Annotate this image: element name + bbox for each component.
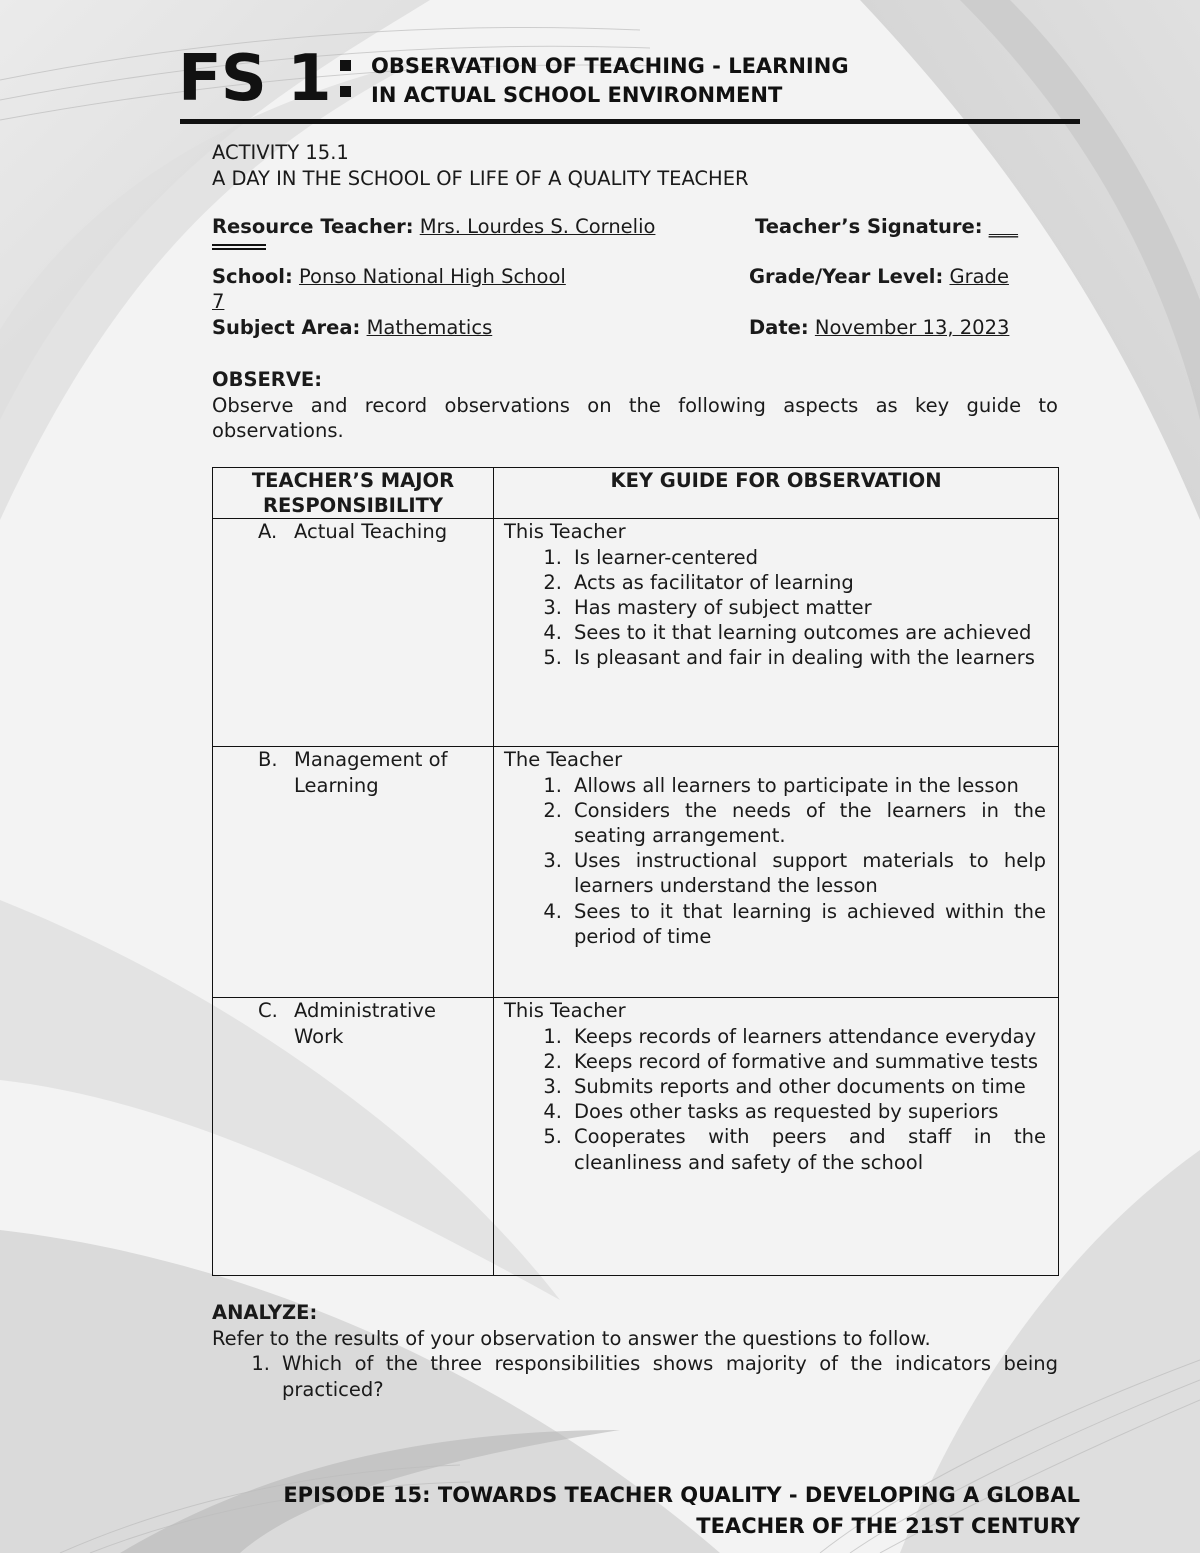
- responsibility-name: Actual Teaching: [294, 520, 448, 544]
- list-item: 2. Keeps record of formative and summative tests: [543, 1049, 1038, 1073]
- list-item: 3. Has mastery of subject matter: [543, 596, 872, 620]
- analyze-heading: ANALYZE:: [212, 1301, 318, 1324]
- responsibility-cell: [213, 998, 494, 1276]
- header-colon: [340, 58, 352, 102]
- grade-field: [749, 264, 1009, 290]
- key-guide-cell: [494, 747, 1059, 998]
- header-key-guide: KEY GUIDE FOR OBSERVATION: [494, 468, 1059, 519]
- content: [212, 140, 1058, 444]
- question-number: 1.: [251, 1352, 270, 1375]
- observe-instruction: Observe and record observations on the following aspects as key guide to observations.: [212, 393, 1058, 442]
- list-item: 2. Acts as facilitator of learning: [543, 570, 854, 594]
- header-title-line1: OBSERVATION OF TEACHING - LEARNING: [371, 54, 849, 78]
- table-row: [213, 747, 1059, 998]
- list-item: 1. Is learner-centered: [543, 545, 758, 569]
- analyze-question: [212, 1351, 1058, 1402]
- date-field: [749, 315, 1009, 341]
- analyze-instruction: Refer to the results of your observation to answer the questions to follow.: [212, 1326, 931, 1350]
- table-row: [213, 519, 1059, 747]
- key-guide-cell: [494, 998, 1059, 1276]
- header-title: [371, 52, 849, 110]
- responsibility-cell: [213, 519, 494, 747]
- list-item: 2. Considers the needs of the learners in the seating arrangement.: [543, 798, 1046, 848]
- observe-section: [212, 367, 1058, 444]
- header-title-line2: IN ACTUAL SCHOOL ENVIRONMENT: [371, 83, 783, 107]
- list-item: 4. Sees to it that learning outcomes are achieved: [543, 621, 1032, 645]
- list-item: 3. Uses instructional support materials to help learners understand the lesson: [543, 849, 1046, 898]
- grade-value: Grade: [949, 265, 1009, 288]
- observe-heading: OBSERVE:: [212, 368, 323, 391]
- list-item: 5. Cooperates with peers and staff in the cleanliness and safety of the school: [543, 1125, 1046, 1174]
- list-item: 5. Is pleasant and fair in dealing with the learners: [543, 646, 1035, 670]
- key-guide-cell: [494, 519, 1059, 747]
- info-fields: [212, 214, 1058, 359]
- school-field: [212, 264, 566, 290]
- resource-teacher-value: Mrs. Lourdes S. Cornelio: [419, 215, 656, 238]
- date-value: November 13, 2023: [814, 316, 1010, 339]
- episode-footer: [283, 1480, 1080, 1542]
- resource-teacher-label: Resource Teacher:: [212, 215, 414, 238]
- list-item: 3. Submits reports and other documents on time: [543, 1075, 1026, 1099]
- subject-value: Mathematics: [366, 316, 493, 339]
- grade-value-continued: 7: [212, 290, 225, 313]
- school-label: School:: [212, 265, 293, 288]
- key-guide-intro: The Teacher: [504, 748, 623, 772]
- activity-heading: [212, 140, 1058, 191]
- activity-title: A DAY IN THE SCHOOL OF LIFE OF A QUALITY TEACHER: [212, 166, 749, 190]
- subject-field: [212, 315, 492, 341]
- header-responsibility: TEACHER’S MAJOR RESPONSIBILITY: [213, 468, 494, 519]
- footer-line2: TEACHER OF THE 21ST CENTURY: [696, 1514, 1080, 1538]
- list-item: 4. Sees to it that learning is achieved within the period of time: [543, 899, 1046, 948]
- responsibility-letter: A.: [258, 520, 278, 544]
- date-label: Date:: [749, 316, 809, 339]
- key-guide-intro: This Teacher: [504, 999, 626, 1023]
- signature-value: ___: [988, 215, 1019, 238]
- signature-line: [212, 244, 266, 250]
- observation-table: [212, 467, 1059, 1276]
- responsibility-name: Management of Learning: [294, 748, 448, 797]
- key-guide-intro: This Teacher: [504, 520, 626, 544]
- list-item: 4. Does other tasks as requested by superiors: [543, 1100, 999, 1124]
- responsibility-name: Administrative Work: [294, 999, 436, 1048]
- signature-label: Teacher’s Signature:: [755, 215, 983, 238]
- course-code: FS 1: [178, 42, 331, 116]
- list-item: 1. Allows all learners to participate in the lesson: [543, 773, 1019, 797]
- table-row: [213, 998, 1059, 1276]
- subject-label: Subject Area:: [212, 316, 361, 339]
- footer-line1: EPISODE 15: TOWARDS TEACHER QUALITY - DEVELOPING A GLOBAL: [283, 1483, 1080, 1507]
- responsibility-letter: B.: [258, 748, 278, 772]
- resource-teacher-field: [212, 214, 655, 240]
- header-divider: [180, 119, 1080, 124]
- table-header-row: [213, 468, 1059, 519]
- analyze-section: [212, 1300, 1058, 1402]
- responsibility-letter: C.: [258, 999, 278, 1023]
- signature-field: [755, 214, 1018, 240]
- list-item: 1. Keeps records of learners attendance everyday: [543, 1024, 1037, 1048]
- school-value: Ponso National High School: [298, 265, 566, 288]
- grade-label: Grade/Year Level:: [749, 265, 944, 288]
- question-text: Which of the three responsibilities shows majority of the indicators being practiced?: [282, 1352, 1058, 1401]
- responsibility-cell: [213, 747, 494, 998]
- activity-number: ACTIVITY 15.1: [212, 141, 349, 164]
